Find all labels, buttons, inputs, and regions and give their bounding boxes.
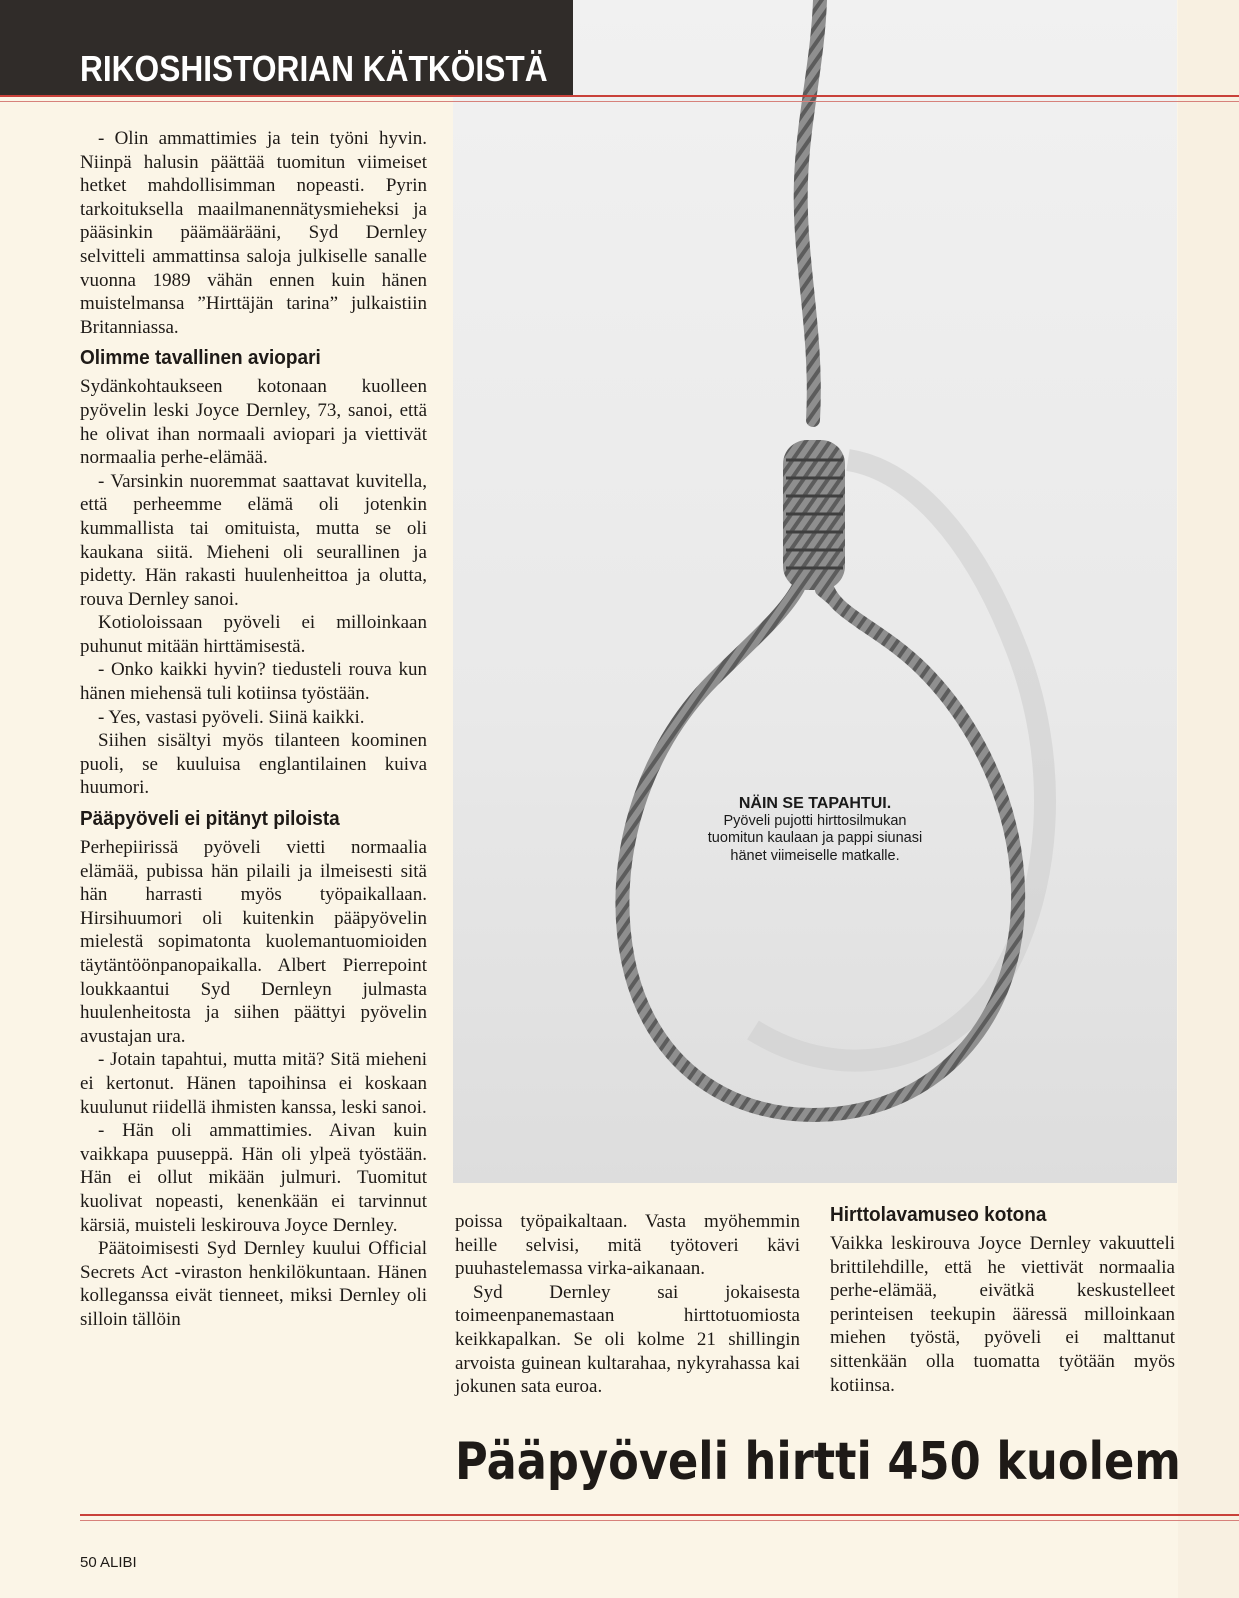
noose-rope-illustration <box>453 0 1177 1183</box>
paragraph: - Onko kaikki hyvin? tiedusteli rouva kun hänen miehensä tuli kotiinsa työstään. <box>80 659 427 705</box>
intro-paragraph: - Olin ammattimies ja tein työni hyvin. Niinpä halusin päättää tuomitun viimeiset hetket mahdollisimman nopeasti. Pyrin tarkoituksella maailmanennätysmieheksi ja pääsinkin päämäärääni, Syd Dernley selvitteli ammattinsa saloja julkiselle sanalle vuonna 1989 vähän ennen kuin hänen muistelmansa ”Hirttäjän tarina” julkaistiin Britanniassa. <box>80 128 427 338</box>
paragraph: Perhepiirissä pyöveli vietti normaalia elämää, pubissa hän pilaili ja ilmeisesti sitä hän harrasti myös työpaikallaan. Hirsihuumori oli kuitenkin pääpyövelin mielestä sopimatonta kuolemantuomioiden täytäntöönpanopaikalla. Albert Pierrepoint loukkaantui Syd Dernleyn julmasta huulenheitosta ja siihen päättyi pyövelin avustajan ura. <box>80 837 427 1047</box>
subheading-piloista: Pääpyöveli ei pitänyt piloista <box>80 808 340 831</box>
footer-red-rule <box>80 1514 1239 1516</box>
paragraph: Päätoimisesti Syd Dernley kuului Official Secrets Act -viraston henkilökuntaan. Hänen kolleganssa eivät tienneet, miksi Dernley oli silloin tällöin <box>80 1238 427 1330</box>
page-number: 50 ALIBI <box>80 1554 137 1571</box>
article-headline: Pääpyöveli hirtti 450 kuolem <box>455 1432 1181 1492</box>
paragraph: Siihen sisältyi myös tilanteen koominen puoli, se kuuluisa englantilainen kuiva huumori. <box>80 730 427 799</box>
subheading-museo: Hirttolavamuseo kotona <box>830 1204 1047 1226</box>
paragraph: - Hän oli ammattimies. Aivan kuin vaikkapa puuseppä. Hän oli ylpeä työstään. Hän ei ollut mikään julmuri. Tuomitut kuolivat nopeasti, kenenkään ei tarvinnut kärsiä, muisteli leskirouva Joyce Dernley. <box>80 1120 427 1236</box>
subheading-aviopari: Olimme tavallinen aviopari <box>80 347 321 370</box>
text-column-1 <box>80 127 427 1332</box>
caption-heading: NÄIN SE TAPAHTUI. <box>738 795 892 812</box>
paragraph: Syd Dernley sai jokaisesta toimeenpanemastaan hirttotuomiosta keikkapalkan. Se oli kolme 21 shillingin arvoista guinean kultarahaa, nykyrahassa kai jokunen sata euroa. <box>455 1281 800 1398</box>
paragraph: - Yes, vastasi pyöveli. Siinä kaikki. <box>98 706 365 728</box>
caption-body: Pyöveli pujotti hirttosilmukan tuomitun kaulaan ja pappi siunasi hänet viimeiselle matkalle. <box>707 812 923 864</box>
footer-red-rule-thin <box>80 1520 1239 1521</box>
paragraph: - Jotain tapahtui, mutta mitä? Sitä mieheni ei kertonut. Hänen tapoihinsa ei koskaan kuulunut riidellä ihmisten kanssa, leski sanoi. <box>80 1049 427 1118</box>
page-margin-strip <box>1178 0 1239 1598</box>
noose-photo <box>453 0 1177 1183</box>
paragraph: poissa työpaikaltaan. Vasta myöhemmin heille selvisi, mitä työtoveri kävi puuhastelemassa virka-aikanaan. <box>455 1211 800 1280</box>
section-header-title: RIKOSHISTORIAN KÄTKÖISTÄ <box>80 48 548 89</box>
header-red-rule <box>0 95 1239 97</box>
paragraph: Kotioloissaan pyöveli ei milloinkaan puhunut mitään hirttämisestä. <box>80 612 427 657</box>
paragraph: - Varsinkin nuoremmat saattavat kuvitella, että perheemme elämä oli jotenkin kummallista tai omituista, mutta se oli kaukana siitä. Mieheni oli seurallinen ja pidetty. Hän rakasti huulenheittoa ja olutta, rouva Dernley sanoi. <box>80 470 427 610</box>
header-red-rule-thin <box>0 101 1239 102</box>
paragraph: Sydänkohtaukseen kotonaan kuolleen pyövelin leski Joyce Dernley, 73, sanoi, että he olivat ihan normaali aviopari ja viettivät normaalia perhe-elämää. <box>80 376 427 469</box>
paragraph: Vaikka leskirouva Joyce Dernley vakuutteli brittilehdille, että he viettivät normaalia perhe-elämää, eivätkä keskustelleet perinteisen teekupin ääressä milloinkaan miehen työstä, pyöveli ei malttanut sittenkään olla tuomatta työtään myös kotiinsa. <box>830 1233 1175 1396</box>
text-column-3 <box>830 1202 1175 1397</box>
noose-knot <box>783 440 845 590</box>
text-column-2 <box>455 1210 800 1399</box>
photo-caption <box>700 795 930 865</box>
